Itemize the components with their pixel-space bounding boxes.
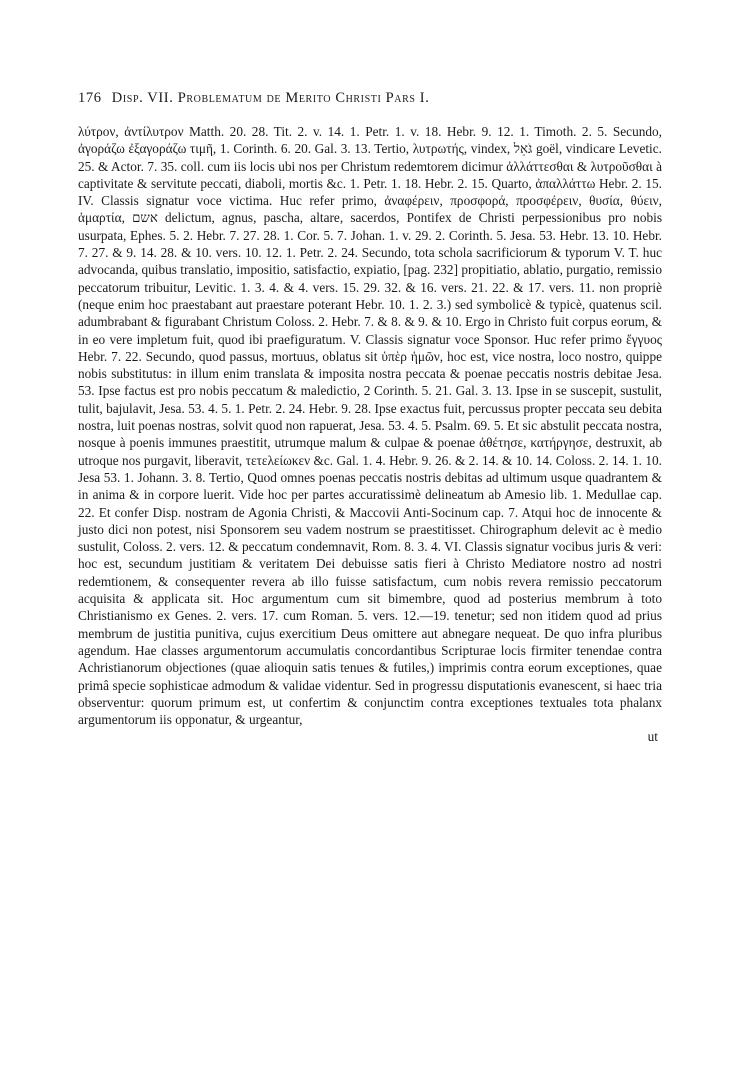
page-number: 176: [78, 90, 102, 106]
catchword: ut: [647, 729, 658, 745]
running-title: Disp. VII. Problematum de Merito Christi Pars I.: [111, 90, 430, 106]
book-page: [78, 90, 662, 980]
running-header: [78, 90, 662, 107]
body-paragraph: λύτρον, ἀντίλυτρον Matth. 20. 28. Tit. 2. v. 14. 1. Petr. 1. v. 18. Hebr. 9. 12. 1. Timoth. 2. 5. Secundo, ἀγοράζω ἐξαγοράζω τιμῆ, 1. Corinth. 6. 20. Gal. 3. 13. Tertio, λυτρωτής, vindex, גֹּאֵל goël, vindicare Levetic. 25. & Actor. 7. 35. coll. cum iis locis ubi nos per Christum redemtorem dicimur ἀλλάττεσθαι & λυτροῦσθαι à captivitate & servitute peccati, diaboli, mortis &c. 1. Petr. 1. 18. Hebr. 2. 15. Quarto, ἀπαλλάττω Hebr. 2. 15. IV. Classis signatur voce victima. Huc refer primo, ἀναφέρειν, προσφορά, προσφέρειν, θυσία, θύειν, ἁμαρτία, אשם delictum, agnus, pascha, altare, sacerdos, Pontifex de Christi perpessionibus pro nobis usurpata, Ephes. 5. 2. Hebr. 7. 27. 28. 1. Cor. 5. 7. Johan. 1. v. 29. 2. Corinth. 5. Jesa. 53. Hebr. 13. 10. Hebr. 7. 27. & 9. 14. 28. & 10. vers. 10. 12. 1. Petr. 2. 24. Secundo, tota schola sacrificiorum & typorum V. T. huc advocanda, quibus translatio, impositio, satisfactio, expiatio, [pag. 232] propitiatio, ablatio, purgatio, remissio peccatorum tribuitur, Levitic. 1. 3. 4. & 4. vers. 15. 29. 32. & 16. vers. 21. 22. & 17. vers. 11. non propriè (neque enim hoc praestabant aut praestare poterant Hebr. 10. 1. 2. 3.) sed symbolicè & typicè, quatenus scil. adumbrabant & figurabant Christum Coloss. 2. Hebr. 7. & 8. & 9. & 10. Ergo in Christo fuit corpus eorum, & in eo vere impletum fuit, quod ibi praefiguratum. V. Classis signatur voce Sponsor. Huc refer primo ἔγγυος Hebr. 7. 22. Secundo, quod passus, mortuus, oblatus sit ὑπὲρ ἡμῶν, hoc est, vice nostra, loco nostro, quippe nobis substitutus: in illum enim translata & imposita nostra peccata & poenae peccatis nostris debitae Jesa. 53. Ipse factus est pro nobis peccatum & maledictio, 2 Corinth. 5. 21. Gal. 3. 13. Ipse in se suscepit, sustulit, tulit, bajulavit, Jesa. 53. 4. 5. 1. Petr. 2. 24. Hebr. 9. 28. Ipse exactus fuit, percussus propter peccata seu debita nostra, luit poenas nostras, solvit quod non rapuerat, Jesa. 53. 4. 5. Psalm. 69. 5. Et sic abstulit peccata nostra, nosque à poenis immunes praestitit, utrumque malum & culpae & poenae ἀθέτησε, κατήργησε, destruxit, ab utroque nos purgavit, liberavit, τετελείωκεν &c. Gal. 1. 4. Hebr. 9. 26. & 2. 14. & 10. 14. Coloss. 2. 14. 1. 10. Jesa 53. 1. Johann. 3. 8. Tertio, Quod omnes poenas peccatis nostris debitas ad ultimum usque quadrantem & in anima & in corpore luerit. Vide hoc per partes accuratissimè delineatum ab Amesio lib. 1. Medullae cap. 22. Et confer Disp. nostram de Agonia Christi, & Maccovii Anti-Socinum cap. 7. Atqui hoc de innocente & justo dici non potest, nisi Sponsorem seu vadem nostrum se praestitisset. Chirographum delevit ac è medio sustulit, Coloss. 2. vers. 12. & peccatum condemnavit, Rom. 8. 3. 4. VI. Classis signatur vocibus juris & veri: hoc est, secundum justitiam & veritatem Dei debuisse satis fieri à Christo Mediatore nostro ad nostri redemtionem, & consequenter revera ab illo fuisse satisfactum, cum nobis revera remissio peccatorum acquisita & applicata sit. Hoc argumentum cum sit bimembre, quod ad posterius membrum à toto Christianismo ex Genes. 2. vers. 17. cum Roman. 5. vers. 12.—19. tenetur; sed non itidem quod ad prius membrum de justitia punitiva, cujus exercitium Deus omittere aut abnegare nequeat. De quo infra pluribus agendum. Hae classes argumentorum accumulatis concordantibus Scripturae locis firmiter tenendae contra Achristianorum objectiones (quae alioquin satis tenues & futiles,) imprimis contra eorum exceptiones, quae primâ specie sophisticae admodum & validae videntur. Sed in progressu disputationis evanescent, si haec tria observentur: quorum primum est, ut confertim & conjunctim contra exceptiones textuales tota phalanx argumentorum iis opponatur, & urgeantur,: [78, 124, 662, 728]
